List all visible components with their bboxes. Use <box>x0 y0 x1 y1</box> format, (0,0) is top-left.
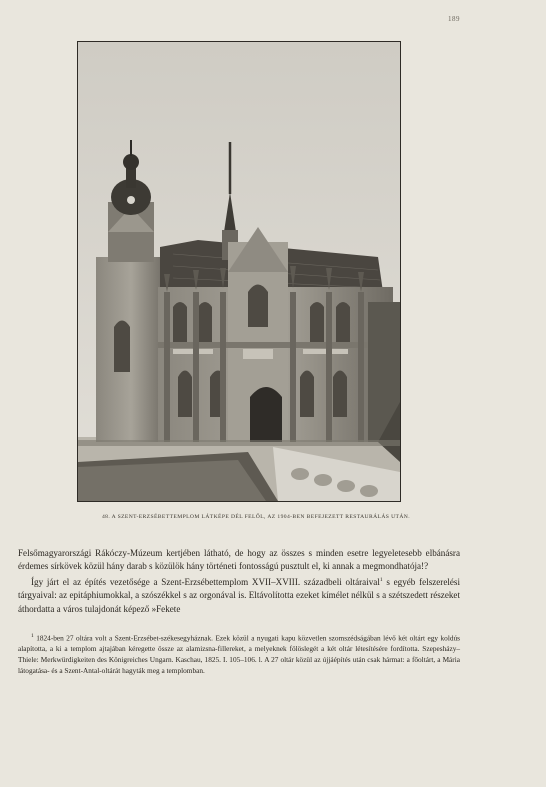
footnote-reference: 1 <box>379 576 383 583</box>
cathedral-photograph <box>77 41 401 502</box>
footnote-text: 1824-ben 27 oltára volt a Szent-Erzsébet-székesegyháznak. Ezek közül a nyugati kapu közvetlen szomszédságában lévő két oltárt egy koldús alapította, a ki a templom ajtajában kéregette össze az alamizsna-fillereket, a melyeknek fölöslegét a két oltár létesítésére fordította. Szepesházy–Thiele: Merkwürdigkeiten des Königreiches Ungarn. Kaschau, 1825. I. 105–106. l. A 27 oltár közül az újjáépítés után csak hármat: a főoltárt, a Mária látogatása- és a Szent-Antal-oltárát hagyták meg a templomban. <box>18 633 460 676</box>
paragraph-2 <box>18 574 460 616</box>
body-text <box>18 547 460 616</box>
footnote-marker: 1 <box>31 633 34 639</box>
paragraph-2-end: s egyéb felszerelési tárgyaival: az epitáphiumokkal, a szószékkel s az orgonával is. Eltávolította ezeket kímélet nélkül s a szétszedett részeket áthordatta a város tulajdonát képező »Fekete <box>18 576 461 614</box>
paragraph-2-start: Így járt el az építés vezetősége a Szent-Erzsébettemplom XVII–XVIII. századbeli oltáraival <box>31 576 380 587</box>
page-number: 189 <box>448 15 460 23</box>
figure-caption: 48. A SZENT-ERZSÉBETTEMPLOM LÁTKÉPE DÉL FELŐL, AZ 1904-BEN BEFEJEZETT RESTAURÁLÁS UTÁN. <box>101 514 411 520</box>
paragraph-1: Felsőmagyarországi Rákóczy-Múzeum kertjében látható, de hogy az összes s minden esetre legyeletesebb elbánásra érdemes sírkövek közül hány darab s közülök hány történeti fontosságú pusztult el, ki annak a megmondhatója!? <box>18 548 460 572</box>
footnote <box>18 631 460 676</box>
